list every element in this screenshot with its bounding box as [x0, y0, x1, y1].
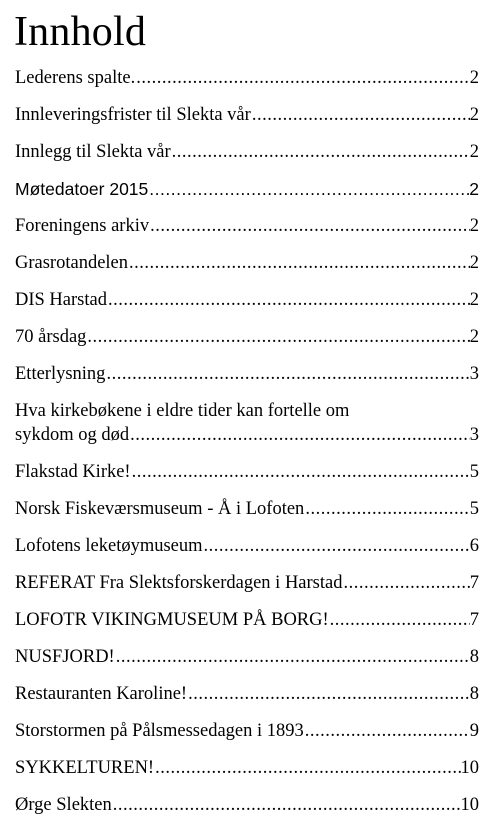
toc-entry-page: 3	[469, 425, 479, 445]
toc-entry-label: SYKKELTUREN!	[15, 758, 155, 778]
toc-leader-dots	[131, 460, 470, 484]
toc-entry-page: 10	[460, 758, 479, 778]
toc-entry-grasrotandelen[interactable]	[15, 251, 479, 275]
toc-entry-page: 2	[469, 290, 479, 310]
toc-list	[15, 66, 479, 830]
toc-leader-dots	[129, 423, 470, 447]
toc-entry-label: Storstormen på Pålsmessedagen i 1893	[15, 721, 304, 741]
toc-leader-dots	[187, 682, 470, 706]
toc-entry-label-line1: Hva kirkebøkene i eldre tider kan fortelle om	[15, 401, 350, 421]
toc-leader-dots	[342, 571, 469, 595]
toc-leader-dots	[149, 214, 470, 238]
toc-entry-page: 2	[469, 327, 479, 347]
toc-entry-label: Etterlysning	[15, 364, 106, 384]
toc-entry-label: 70 årsdag	[15, 327, 87, 347]
toc-entry-70-arsdag[interactable]	[15, 325, 479, 349]
toc-entry-label: Lederens spalte.	[15, 68, 136, 88]
toc-entry-vikingmuseum[interactable]	[15, 608, 479, 632]
toc-entry-page: 2	[469, 216, 479, 236]
toc-entry-page: 10	[460, 795, 479, 815]
toc-leader-dots	[304, 497, 469, 521]
toc-leader-dots	[251, 103, 470, 127]
toc-entry-page: 2	[469, 105, 479, 125]
toc-leader-dots	[107, 288, 470, 312]
toc-entry-dis-harstad[interactable]	[15, 288, 479, 312]
toc-entry-page: 8	[469, 647, 479, 667]
toc-entry-page: 2	[469, 253, 479, 273]
toc-entry-page: 9	[469, 721, 479, 741]
toc-entry-page: 2	[469, 68, 479, 88]
toc-leader-dots	[171, 140, 470, 164]
toc-entry-page: 2	[469, 142, 479, 162]
toc-entry-label: Norsk Fiskeværsmuseum - Å i Lofoten	[15, 499, 305, 519]
toc-entry-second-line	[15, 423, 479, 447]
toc-leader-dots	[105, 362, 469, 386]
toc-entry-label: LOFOTR VIKINGMUSEUM PÅ BORG!	[15, 610, 329, 630]
toc-entry-fiskevarsmuseum[interactable]	[15, 497, 479, 521]
toc-entry-label: REFERAT Fra Slektsforskerdagen i Harstad	[15, 573, 343, 593]
toc-entry-label: Innleveringsfrister til Slekta vår	[15, 105, 251, 125]
toc-leader-dots	[128, 251, 470, 275]
toc-entry-label: Flakstad Kirke!	[15, 462, 131, 482]
toc-entry-label: Grasrotandelen	[15, 253, 129, 273]
toc-entry-page: 7	[469, 573, 479, 593]
toc-entry-page: 6	[469, 536, 479, 556]
toc-entry-label: Restauranten Karoline!	[15, 684, 188, 704]
toc-entry-nusfjord[interactable]	[15, 645, 479, 669]
toc-entry-storstormen[interactable]	[15, 719, 479, 743]
toc-entry-orge-slekten[interactable]	[15, 793, 479, 817]
toc-entry-foreningens-arkiv[interactable]	[15, 214, 479, 238]
toc-entry-kirkebokene[interactable]	[15, 399, 479, 447]
toc-entry-flakstad-kirke[interactable]	[15, 460, 479, 484]
toc-leader-dots	[203, 534, 470, 558]
toc-entry-page: 5	[469, 499, 479, 519]
toc-entry-innleveringsfrister[interactable]	[15, 103, 479, 127]
toc-entry-label: Lofotens leketøymuseum	[15, 536, 203, 556]
toc-entry-page: 8	[469, 684, 479, 704]
toc-leader-dots	[112, 793, 461, 817]
toc-entry-label: Innlegg til Slekta vår	[15, 142, 171, 162]
toc-entry-page: 5	[469, 462, 479, 482]
toc-entry-karoline[interactable]	[15, 682, 479, 706]
toc-entry-sykkelturen[interactable]	[15, 756, 479, 780]
toc-entry-label: Ørge Slekten	[15, 795, 112, 815]
toc-entry-page: 2	[469, 179, 479, 199]
toc-entry-label: DIS Harstad	[15, 290, 107, 310]
toc-entry-innlegg[interactable]	[15, 140, 479, 164]
toc-entry-referat[interactable]	[15, 571, 479, 595]
toc-leader-dots	[148, 177, 469, 201]
toc-entry-lederens-spalte[interactable]	[15, 66, 479, 90]
toc-leader-dots	[86, 325, 469, 349]
toc-entry-motedatoer[interactable]	[15, 177, 479, 201]
toc-leader-dots	[154, 756, 460, 780]
toc-entry-page: 7	[469, 610, 479, 630]
toc-entry-leketoymuseum[interactable]	[15, 534, 479, 558]
toc-leader-dots	[135, 66, 470, 90]
toc-entry-label-line2: sykdom og død	[15, 425, 130, 445]
toc-entry-label: NUSFJORD!	[15, 647, 115, 667]
toc-leader-dots	[329, 608, 470, 632]
toc-entry-etterlysning[interactable]	[15, 362, 479, 386]
toc-entry-label: Foreningens arkiv	[15, 216, 150, 236]
toc-leader-dots	[115, 645, 470, 669]
toc-leader-dots	[304, 719, 470, 743]
toc-entry-label: Møtedatoer 2015	[15, 179, 149, 199]
toc-heading: Innhold	[14, 9, 147, 55]
toc-entry-page: 3	[469, 364, 479, 384]
